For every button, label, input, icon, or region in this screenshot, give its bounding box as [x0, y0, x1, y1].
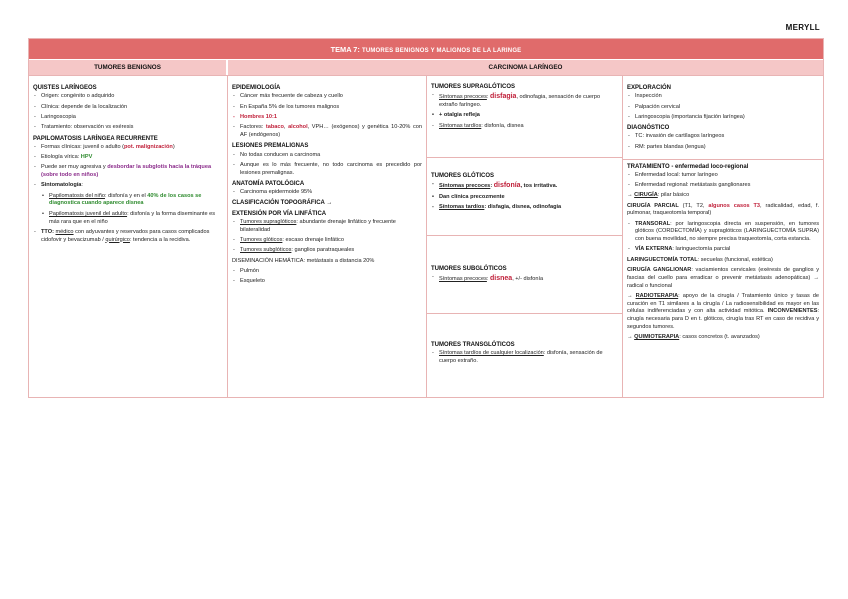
list-item: [232, 237, 422, 245]
diseminacion-list: [232, 268, 422, 286]
divider: [623, 159, 823, 160]
list-item: - Enfermedad local: tumor laríngeo: [627, 172, 819, 180]
list-item: [33, 144, 223, 152]
highlight-text: desbordar la subglotis hacia la tráquea (sobre todo en niños): [41, 164, 212, 179]
list-item: - Inspección: [627, 93, 819, 101]
epidemiologia-list: [232, 93, 422, 139]
brand-label: MERYLL: [785, 23, 820, 32]
list-item: - En España 5% de los tumores malignos: [232, 104, 422, 112]
text: Síntomas tardíos: [439, 203, 485, 210]
column-localizacion: [427, 76, 623, 397]
text: Tumores supraglóticos: [240, 218, 297, 225]
text: Síntomas precoces: [439, 94, 487, 101]
quimioterapia: [627, 334, 819, 342]
list-item: - Hombres 10:1: [232, 114, 422, 122]
title-prefix: TEMA 7:: [330, 45, 360, 54]
text: : ganglios paratraqueales: [291, 247, 355, 254]
papilomatosis-list: [33, 144, 223, 244]
text: RADIOTERAPIA: [635, 292, 679, 299]
transglotico-title: TUMORES TRANSGLÓTICOS: [431, 342, 515, 348]
list-item: [431, 123, 618, 131]
highlight-text: 40% de los casos se diagnostica cuando aparece disnea: [49, 192, 202, 207]
text: ): [172, 143, 175, 150]
list-item: [627, 246, 819, 254]
list-item: [33, 229, 223, 244]
text: : casos concretos (t. avanzados): [679, 334, 760, 341]
text: Síntomas precoces: [439, 276, 487, 283]
list-item: - Laringoscopia: [33, 114, 223, 122]
text: Papilomatosis del niño: [49, 192, 105, 199]
text: Etiología vírica:: [41, 154, 81, 161]
extension-list: [232, 219, 422, 255]
laringuectomia-total: [627, 257, 819, 265]
highlight-text: HPV: [80, 154, 93, 161]
cell-glotico: [427, 158, 622, 236]
text: QUIMIOTERAPIA: [634, 334, 680, 341]
text: , odinofagia, sensación de cuerpo extraño faríngeo.: [439, 94, 601, 108]
text: con adyuvantes y reservados para casos complicados cidofovir y bevacizumab /: [41, 228, 210, 243]
glotico-title: TUMORES GLÓTICOS: [431, 173, 494, 179]
text: CIRUGÍA GANGLIONAR: [627, 267, 692, 274]
text: Puede ser muy agresiva y: [41, 164, 108, 171]
anatomia-title: ANATOMÍA PATOLÓGICA: [232, 180, 305, 187]
text: :: [490, 183, 494, 190]
cirugia-line: [627, 192, 819, 200]
list-item: [431, 92, 618, 109]
text: : escaso drenaje linfático: [282, 236, 344, 243]
list-item: - Carcinoma epidermoide 95%: [232, 189, 422, 197]
text: médico: [55, 228, 74, 235]
text: : disfonía y en el: [104, 192, 148, 199]
text: →: [627, 292, 636, 299]
text: :: [486, 94, 490, 101]
text: Sintomatología: [41, 182, 82, 189]
supraglotico-list: [431, 92, 618, 130]
list-item: - Pulmón: [232, 268, 422, 276]
text: : por laringoscopia directa en suspensión, en tumores glóticos (CORDECTOMÍA) y supraglóticos (LARINGUECTOMÍA SUPRA) con buena movilidad, no siempre precisa traqueotomía, corta estancia.: [635, 220, 819, 243]
transglotico-list: [431, 350, 618, 365]
highlight-text: algunos casos T3: [708, 202, 761, 209]
cirugia-ganglionar: [627, 267, 819, 290]
text: Formas clínicas: juvenil o adulto (: [41, 143, 125, 150]
summary-table: [28, 38, 824, 398]
list-item: [431, 204, 618, 212]
list-item: [33, 154, 223, 162]
column-benignos: [29, 76, 228, 397]
extension-title: EXTENSIÓN POR VÍA LINFÁTICA: [232, 210, 327, 217]
list-item: - Sintomatología:: [33, 182, 223, 190]
list-item: • Dan clínica precozmente: [431, 194, 618, 202]
list-item: - TC: invasión de cartílagos laríngeos: [627, 133, 819, 141]
text: Factores:: [240, 124, 266, 131]
list-item: [33, 193, 223, 208]
clasificacion-title: CLASIFICACIÓN TOPOGRÁFICA →: [232, 200, 333, 207]
list-item: - Tratamiento: observación vs exéresis: [33, 124, 223, 132]
diseminacion-title: DISEMINACIÓN HEMÁTICA: metástasis a distancia 20%: [232, 257, 375, 264]
highlight-text: pot. malignización: [124, 143, 173, 150]
highlight-text: tabaco: [265, 124, 284, 131]
list-item: [33, 211, 223, 226]
text: ,: [283, 124, 289, 131]
list-item: [232, 219, 422, 234]
supraglotico-title: TUMORES SUPRAGLÓTICOS: [431, 84, 516, 90]
text: , VPH… (exógenos) y genética 10-20% con AF (endógenos): [240, 124, 422, 138]
text: TRANSORAL: [635, 220, 671, 227]
list-item: - No todas conducen a carcinoma: [232, 152, 422, 160]
text: , tos irritativa.: [520, 183, 558, 190]
text: : disfonía y la forma diseminante es más rara que en el niño: [49, 210, 216, 225]
list-item: - Laringoscopia (importancia fijación laríngea): [627, 114, 819, 122]
cell-subglotico: [427, 236, 622, 314]
highlight-text: disfagia: [490, 93, 517, 101]
list-item: - Clínica: depende de la localización: [33, 104, 223, 112]
text: →: [627, 192, 635, 199]
text: : disfonía, disnea: [481, 122, 524, 129]
anatomia-list: [232, 189, 422, 197]
text: Tumores glóticos: [240, 236, 283, 243]
header-row: [29, 60, 823, 76]
header-carcinoma: CARCINOMA LARÍNGEO: [228, 60, 823, 75]
text: (T1, T2,: [678, 202, 709, 209]
column-epidemiologia: [228, 76, 427, 397]
glotico-list: [431, 181, 618, 211]
text: TTO:: [41, 228, 56, 235]
text: :: [486, 276, 490, 283]
subglotico-title: TUMORES SUBGLÓTICOS: [431, 266, 507, 272]
tratamiento-title: [627, 163, 819, 171]
epidemiologia-title: EPIDEMIOLOGÍA: [232, 85, 281, 91]
diagnostico-list: [627, 133, 819, 151]
text: Síntomas precoces: [439, 183, 491, 190]
page-title: [29, 39, 823, 60]
text: : apoyo de la cirugía / Tratamiento único y tasas de curación en T1 similares a la cirugía / La radiosensibilidad es mayor en las células indiferenciadas y con alta actividad mitótica.: [627, 292, 819, 315]
column-diagnostico: [623, 76, 823, 397]
text: Síntomas tardíos: [439, 122, 482, 129]
parcial-list: [627, 221, 819, 254]
text: : abundante drenaje linfático y frecuente bilateralidad: [240, 218, 396, 233]
list-item: [627, 221, 819, 244]
list-item: - Enfermedad regional: metástasis ganglionares: [627, 182, 819, 190]
content-columns: [29, 76, 823, 397]
text: Síntomas tardíos de cualquier localización: [439, 350, 544, 357]
text: : tendencia a la recidiva.: [129, 236, 191, 243]
list-item: - Aunque es lo más frecuente, no todo carcinoma es precedido por lesiones premalignas.: [232, 162, 422, 177]
text: LARINGUECTOMÍA TOTAL: [627, 256, 698, 263]
text: CIRUGÍA: [634, 192, 658, 199]
title-text: TUMORES BENIGNOS Y MALIGNOS DE LA LARINGE: [361, 48, 522, 54]
list-item: [431, 350, 618, 365]
diagnostico-title: DIAGNÓSTICO: [627, 125, 670, 132]
subglotico-list: [431, 274, 618, 284]
text: : disfonía, sensación de cuerpo extraño.: [439, 350, 603, 364]
text: : disfagia, disnea, odinofagia: [484, 203, 562, 210]
text: : laringuectomía parcial: [672, 246, 731, 253]
text: →: [627, 334, 635, 341]
radioterapia: [627, 293, 819, 332]
text: : vaciamientos cervicales (exéresis de ganglios y fascias del cuello para erradicar o prevenir metástasis adenopáticas) → radical o funcional: [627, 267, 819, 289]
premalignas-title: LESIONES PREMALIGNAS: [232, 143, 309, 150]
text: , +/- disfonía: [512, 276, 544, 283]
text: : secuelas (funcional, estética): [697, 256, 773, 263]
header-benignos: TUMORES BENIGNOS: [29, 60, 228, 75]
text: INCONVENIENTES: [767, 308, 818, 315]
list-item: [33, 164, 223, 179]
text: Tumores subglóticos: [240, 247, 292, 254]
list-item: - Palpación cervical: [627, 104, 819, 112]
list-item: [431, 274, 618, 284]
list-item: - RM: partes blandas (lengua): [627, 144, 819, 152]
list-item: [232, 124, 422, 139]
text: VÍA EXTERNA: [635, 246, 673, 253]
list-item: - Cáncer más frecuente de cabeza y cuello: [232, 93, 422, 101]
highlight-text: alcohol: [288, 124, 308, 131]
text: , radicalidad, edad, f. pulmonar, traqueotomía temporal): [627, 202, 819, 217]
text: Papilomatosis juvenil del adulto: [49, 210, 128, 217]
premalignas-list: [232, 152, 422, 178]
highlight-text: disfonía: [493, 182, 521, 190]
list-item: [431, 181, 618, 191]
cell-supraglotico: [427, 76, 622, 158]
quistes-title: QUISTES LARÍNGEOS: [33, 85, 97, 91]
list-item: - Esqueleto: [232, 278, 422, 286]
list-item: • + otalgia refleja: [431, 112, 618, 120]
quistes-list: [33, 93, 223, 132]
list-item: - Origen: congénito o adquirido: [33, 93, 223, 101]
text: : cirugía necesaria para D en t. glóticos, cirugía tras RT en caso de recidiva y segundos tumores.: [627, 308, 819, 330]
highlight-text: disnea: [490, 275, 513, 283]
exploracion-list: [627, 93, 819, 121]
text: quirúrgico: [105, 236, 130, 243]
text: - enfermedad loco-regional: [669, 163, 749, 170]
text: CIRUGÍA PARCIAL: [627, 202, 679, 209]
papilomatosis-title: PAPILOMATOSIS LARÍNGEA RECURRENTE: [33, 135, 158, 142]
tratamiento-list: [627, 172, 819, 190]
exploracion-title: EXPLORACIÓN: [627, 85, 672, 91]
cell-transglotico: [427, 314, 622, 397]
list-item: [232, 247, 422, 255]
text: TRATAMIENTO: [627, 163, 670, 170]
text: : pilar básico: [657, 192, 690, 199]
cirugia-parcial: [627, 203, 819, 218]
